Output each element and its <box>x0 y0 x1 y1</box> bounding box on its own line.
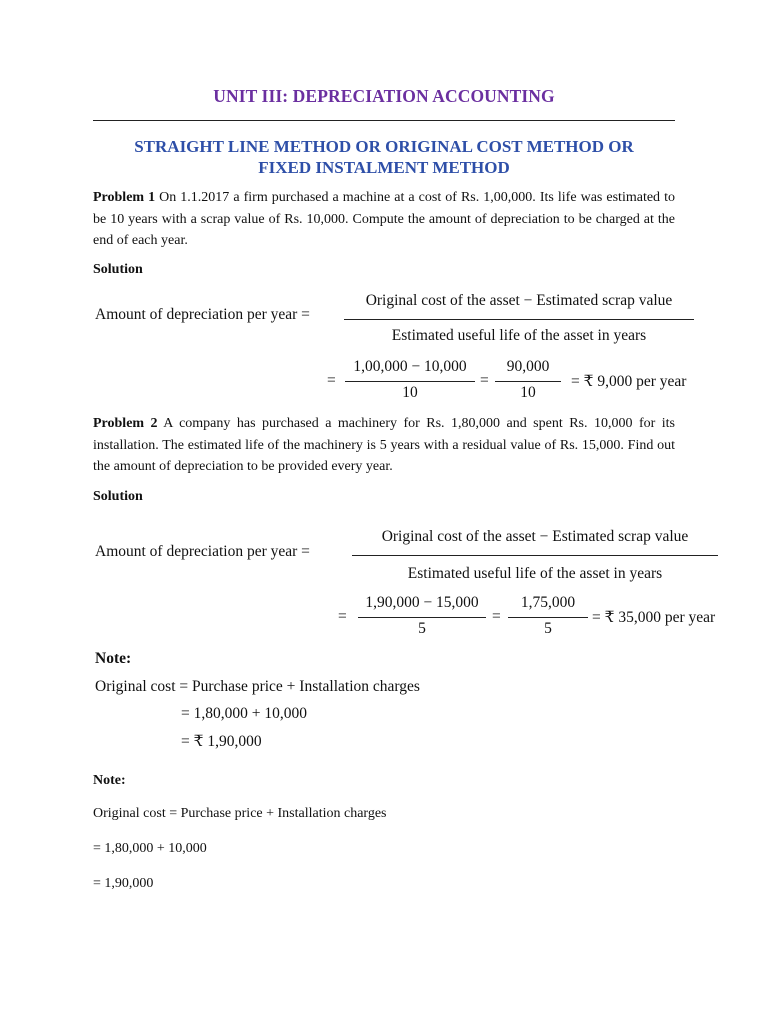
problem-2-step2-numerator: 1,75,000 <box>520 594 576 611</box>
problem-1-formula-denominator: Estimated useful life of the asset in years <box>391 327 647 344</box>
problem-2-equals-1: = <box>338 608 347 625</box>
note-heading: Note: <box>93 773 126 788</box>
note-line-2: = 1,80,000 + 10,000 <box>93 841 207 856</box>
problem-2-step2-bar <box>508 617 588 618</box>
method-title <box>0 136 768 178</box>
problem-2-text: A company has purchased a machinery for Rs. 1,80,000 and spent Rs. 10,000 for its installation. The estimated life of the machinery is 5 years with a residual value of Rs. 15,000. Find out the amount of depreciation to be provided every year. <box>93 416 675 474</box>
method-title-line-2: FIXED INSTALMENT METHOD <box>258 158 510 177</box>
problem-1-text: On 1.1.2017 a firm purchased a machine at a cost of Rs. 1,00,000. Its life was estimated to be 10 years with a scrap value of Rs. 10,000. Compute the amount of depreciation to be charged at the end of each year. <box>93 190 675 248</box>
problem-2-label: Problem 2 <box>93 416 158 431</box>
problem-1-step2-numerator: 90,000 <box>506 358 550 375</box>
problem-2-formula-denominator: Estimated useful life of the asset in years <box>407 565 663 582</box>
title-divider <box>93 120 675 121</box>
problem-2-note-line-2: = 1,80,000 + 10,000 <box>181 705 307 722</box>
method-title-line-1: STRAIGHT LINE METHOD OR ORIGINAL COST METHOD OR <box>134 137 634 156</box>
problem-1-statement <box>93 187 675 252</box>
problem-1-solution-label: Solution <box>93 262 143 277</box>
problem-2-solution-label: Solution <box>93 489 143 504</box>
problem-2-statement <box>93 413 675 478</box>
problem-1-label: Problem 1 <box>93 190 156 205</box>
problem-1-result: = ₹ 9,000 per year <box>571 373 687 390</box>
problem-1-step2-bar <box>495 381 561 382</box>
problem-2-note-line-3: = ₹ 1,90,000 <box>181 733 262 750</box>
note-line-1: Original cost = Purchase price + Installation charges <box>93 806 387 821</box>
problem-2-note-line-1: Original cost = Purchase price + Installation charges <box>95 678 420 695</box>
problem-2-step2-denominator: 5 <box>544 620 552 637</box>
problem-2-note-heading: Note: <box>95 650 132 667</box>
problem-2-step1-bar <box>358 617 486 618</box>
problem-1-equals-2: = <box>480 372 489 389</box>
problem-1-step1-bar <box>345 381 475 382</box>
problem-2-fraction-bar <box>352 555 718 556</box>
problem-1-formula-lhs: Amount of depreciation per year = <box>95 306 310 323</box>
note-line-3: = 1,90,000 <box>93 876 154 891</box>
problem-1-step1-denominator: 10 <box>402 384 418 401</box>
problem-2-result: = ₹ 35,000 per year <box>592 609 716 626</box>
problem-2-step1-numerator: 1,90,000 − 15,000 <box>365 594 479 611</box>
unit-title: UNIT III: DEPRECIATION ACCOUNTING <box>213 86 555 106</box>
problem-2-step1-denominator: 5 <box>418 620 426 637</box>
problem-1-formula-numerator: Original cost of the asset − Estimated scrap value <box>365 292 673 309</box>
problem-1-step1-numerator: 1,00,000 − 10,000 <box>353 358 467 375</box>
problem-2-formula-lhs: Amount of depreciation per year = <box>95 543 310 560</box>
problem-1-step2-denominator: 10 <box>520 384 536 401</box>
problem-2-equals-2: = <box>492 608 501 625</box>
problem-2-formula-numerator: Original cost of the asset − Estimated scrap value <box>381 528 689 545</box>
problem-1-equals-1: = <box>327 372 336 389</box>
problem-1-fraction-bar <box>344 319 694 320</box>
